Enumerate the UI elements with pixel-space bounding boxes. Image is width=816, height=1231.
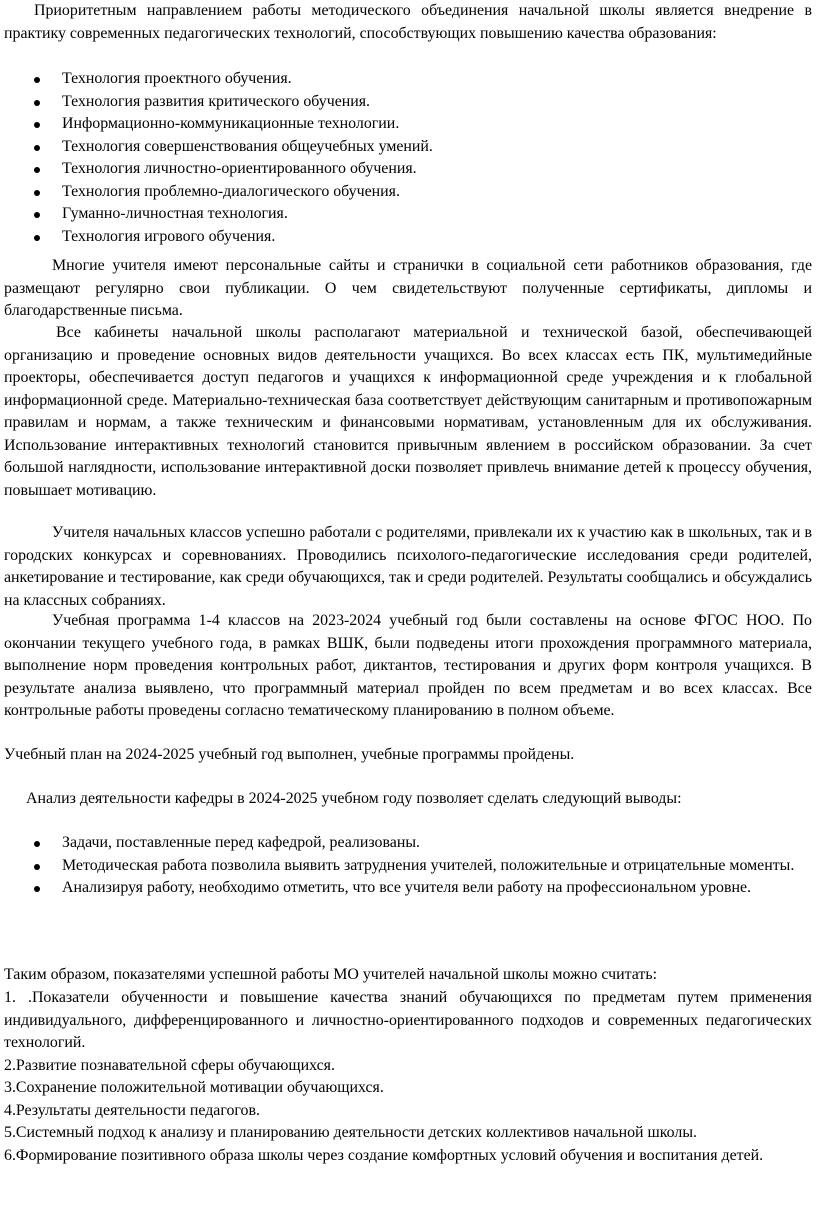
list-item: 6.Формирование позитивного образа школы через создание комфортных условий обучения и воспитания детей.: [4, 1146, 764, 1164]
list-item: Технология совершенствования общеучебных умений.: [4, 136, 812, 159]
list-item: 5.Системный подход к анализу и планированию деятельности детских коллективов начальной школы.: [4, 1124, 697, 1141]
list-item: Задачи, поставленные перед кафедрой, реализованы.: [4, 832, 812, 855]
list-item: 4.Результаты деятельности педагогов.: [4, 1101, 260, 1119]
list-item: Информационно-коммуникационные технологии.: [4, 113, 812, 136]
plan-paragraph: Учебный план на 2024-2025 учебный год выполнен, учебные программы пройдены.: [4, 746, 575, 763]
intro-paragraph: Приоритетным направлением работы методического объединения начальной школы является внедрение в практику современных педагогических технологий, способствующих повышению качества образования:: [4, 2, 812, 42]
bullet-icon: [34, 235, 40, 241]
program-paragraph: Учебная программа 1-4 классов на 2023-2024 учебный год были составлены на основе ФГОС НОО. По окончании текущего учебного года, в рамках ВШК, были подведены итоги прохождения программного материала, выполнение норм проведения контрольных работ, диктантов, тестирования и других форм контроля учащихся. В результате анализа выявлено, что программный материал пройден по всем предметам и во всех классах. Все контрольные работы проведены согласно тематическому планированию в полном объеме.: [4, 612, 812, 719]
summary-intro: Таким образом, показателями успешной работы МО учителей начальной школы можно считать:: [4, 966, 658, 983]
list-item: Анализируя работу, необходимо отметить, что все учителя вели работу на профессиональном уровне.: [4, 877, 812, 900]
conclusions-list: [4, 832, 812, 900]
indicators-list: [4, 987, 812, 1167]
list-item: 2.Развитие познавательной сферы обучающихся.: [4, 1056, 335, 1074]
bullet-icon: [34, 190, 40, 196]
bullet-icon: [34, 100, 40, 106]
sites-paragraph: Многие учителя имеют персональные сайты и странички в социальной сети работников образования, где размещают регулярно свои публикации. О чем свидетельствуют полученные сертификаты, дипломы и благодарственные письма.: [4, 257, 812, 319]
list-item: 1. .Показатели обученности и повышение качества знаний обучающихся по предметам путем применения индивидуального, дифференцированного и личностно-ориентированного подходов и современных педагогических технологий.: [4, 989, 812, 1051]
bullet-icon: [34, 212, 40, 218]
cabinets-paragraph: Все кабинеты начальной школы располагают материальной и технической базой, обеспечивающей организацию и проведение основных видов деятельности учащихся. Во всех классах есть ПК, мультимедийные проекторы, обеспечивается доступ педагогов и учащихся к информационной среде учреждения и к глобальной информационной среде. Материально-техническая база соответствует действующим санитарным и противопожарным правилам и нормам, а также техническим и финансовыми нормативам, установленным для их обслуживания. Использование интерактивных технологий становится привычным явлением в российском образовании. За счет большой наглядности, использование интерактивной доски позволяет привлечь внимание детей к процессу обучения, повышает мотивацию.: [4, 324, 812, 499]
bullet-icon: [34, 77, 40, 83]
bullet-icon: [34, 864, 40, 870]
list-item: Технология игрового обучения.: [4, 226, 812, 249]
list-item: Методическая работа позволила выявить затруднения учителей, положительные и отрицательные моменты.: [4, 855, 812, 878]
bullet-icon: [34, 886, 40, 892]
technologies-list: [4, 68, 812, 248]
list-item: 3.Сохранение положительной мотивации обучающихся.: [4, 1079, 384, 1096]
bullet-icon: [34, 167, 40, 173]
list-item: Гуманно-личностная технология.: [4, 203, 812, 226]
analysis-paragraph: Анализ деятельности кафедры в 2024-2025 учебном году позволяет сделать следующий выводы:: [26, 790, 682, 807]
bullet-icon: [34, 145, 40, 151]
bullet-icon: [34, 841, 40, 847]
list-item: Технология развития критического обучения.: [4, 91, 812, 114]
list-item: Технология личностно-ориентированного обучения.: [4, 158, 812, 181]
list-item: Технология проектного обучения.: [4, 68, 812, 91]
parents-paragraph: Учителя начальных классов успешно работали с родителями, привлекали их к участию как в школьных, так и в городских конкурсах и соревнованиях. Проводились психолого-педагогические исследования среди родителей, анкетирование и тестирование, как среди обучающихся, так и среди родителей. Результаты сообщались и обсуждались на классных собраниях.: [4, 524, 812, 609]
list-item: Технология проблемно-диалогического обучения.: [4, 181, 812, 204]
bullet-icon: [34, 122, 40, 128]
